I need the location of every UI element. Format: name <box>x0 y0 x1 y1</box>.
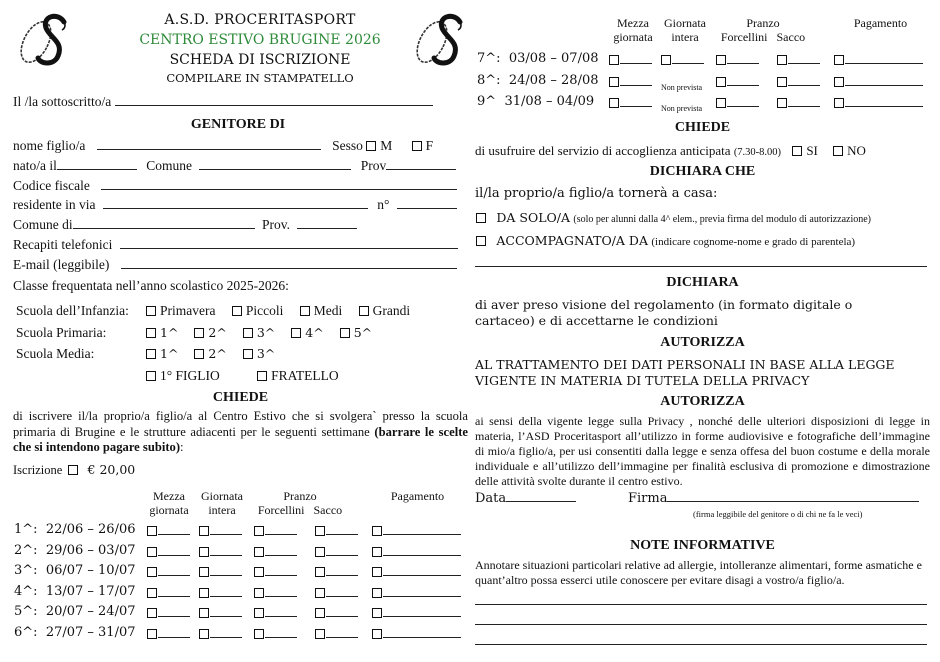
week-giornata-field[interactable] <box>210 545 242 556</box>
week-giornata-checkbox[interactable] <box>199 526 209 536</box>
week-giornata-checkbox[interactable] <box>199 588 209 598</box>
infanzia-primavera-checkbox[interactable] <box>146 306 156 316</box>
signer-field[interactable] <box>115 94 433 106</box>
week-mezza-field[interactable] <box>158 545 190 556</box>
week-cell-sacco <box>315 585 358 601</box>
residence-prov-field[interactable] <box>297 217 357 229</box>
week-number: 2^: <box>14 542 38 558</box>
week-cell-forcellini <box>254 564 297 580</box>
option-label: Grandi <box>372 303 411 318</box>
option-label: 3^ <box>256 325 276 340</box>
option-label: 5^ <box>353 325 373 340</box>
email-row <box>13 257 457 273</box>
note-line-2[interactable] <box>475 624 927 625</box>
option-label: 2^ <box>208 325 227 340</box>
signature-field[interactable] <box>667 490 919 502</box>
birth-comune-field[interactable] <box>199 158 351 170</box>
week-sacco-field[interactable] <box>326 545 358 556</box>
child-name-field[interactable] <box>97 138 321 150</box>
media-2-checkbox[interactable] <box>194 349 204 359</box>
week-giornata-field[interactable] <box>672 53 704 64</box>
week-forcellini-field[interactable] <box>727 53 759 64</box>
form-title: SCHEDA DI ISCRIZIONE <box>169 52 351 68</box>
week-mezza-checkbox[interactable] <box>147 629 157 639</box>
week-pagamento-checkbox[interactable] <box>372 567 382 577</box>
option-label: 2^ <box>208 346 227 361</box>
week-cell-mezza <box>147 585 190 601</box>
dichiara-text: di aver preso visione del regolamento (in formato digitale o cartaceo) e di accettarne le condizioni <box>475 297 853 328</box>
week-forcellini-checkbox[interactable] <box>254 588 264 598</box>
week-cell-mezza <box>147 523 190 539</box>
week-sacco-checkbox[interactable] <box>315 567 325 577</box>
week-cell-forcellini <box>716 95 759 111</box>
week-label <box>14 625 136 640</box>
week-number: 6^: <box>14 624 38 640</box>
week-cell-forcellini <box>254 626 297 642</box>
week-cell-sacco <box>777 95 820 111</box>
sex-f-label: F <box>425 138 434 153</box>
week-dates: 27/07 – 31/07 <box>45 624 136 640</box>
week-cell-forcellini <box>254 605 297 621</box>
week-cell-sacco <box>315 544 358 560</box>
week-giornata-field[interactable] <box>210 586 242 597</box>
not-available-note: Non prevista <box>661 104 703 113</box>
week-cell-pagamento <box>834 95 923 111</box>
autorizza-privacy-line1: AL TRATTAMENTO DEI DATI PERSONALI IN BASE ALLA LEGGE <box>475 357 895 372</box>
week-giornata-checkbox[interactable] <box>199 608 209 618</box>
week-cell-sacco <box>777 74 820 90</box>
week-pagamento-checkbox[interactable] <box>834 98 844 108</box>
week-dates: 13/07 – 17/07 <box>45 583 136 599</box>
option-label: 1° FIGLIO <box>160 368 220 383</box>
week-forcellini-field[interactable] <box>265 606 297 617</box>
fiscal-code-label: Codice fiscale <box>13 178 90 193</box>
week-mezza-field[interactable] <box>158 606 190 617</box>
sex-m-label: M <box>380 138 393 153</box>
address-row <box>13 197 457 213</box>
header-giornata-right: Giornata intera <box>664 16 706 44</box>
week-cell-giornata <box>199 564 242 580</box>
chiede-title-right: CHIEDE <box>674 120 731 135</box>
week-dates: 22/06 – 26/06 <box>45 522 136 537</box>
class-label: Classe frequentata nell’anno scolastico 2025-2026: <box>13 278 289 293</box>
week-cell-pagamento <box>372 523 461 539</box>
week-sacco-checkbox[interactable] <box>315 608 325 618</box>
primaria-label: Scuola Primaria: <box>16 325 107 340</box>
option-label: Piccoli <box>245 303 284 318</box>
week-forcellini-field[interactable] <box>265 545 297 556</box>
week-cell-giornata <box>199 626 242 642</box>
week-forcellini-field[interactable] <box>727 96 759 107</box>
week-mezza-checkbox[interactable] <box>147 608 157 618</box>
week-giornata-field[interactable] <box>210 524 242 535</box>
fiscal-code-field[interactable] <box>101 178 457 190</box>
week-cell-mezza <box>147 605 190 621</box>
week-mezza-checkbox[interactable] <box>147 526 157 536</box>
signer-label: Il /la sottoscritto/a <box>13 94 112 109</box>
week-mezza-checkbox[interactable] <box>609 98 619 108</box>
week-sacco-checkbox[interactable] <box>777 55 787 65</box>
week-forcellini-checkbox[interactable] <box>254 547 264 557</box>
primaria-options <box>146 325 372 340</box>
sibling-checkbox[interactable] <box>257 371 267 381</box>
signature-row <box>628 490 919 506</box>
media-1-checkbox[interactable] <box>146 349 156 359</box>
week-pagamento-field[interactable] <box>845 75 923 86</box>
note-title: NOTE INFORMATIVE <box>630 538 775 553</box>
da-solo-checkbox[interactable] <box>476 213 486 223</box>
infanzia-label: Scuola dell’Infanzia: <box>16 303 129 318</box>
week-giornata-field[interactable] <box>210 565 242 576</box>
accompagnato-label: ACCOMPAGNATO/A DA <box>496 233 648 248</box>
accompagnato-field[interactable] <box>475 266 927 267</box>
week-cell-mezza <box>609 95 652 111</box>
week-cell-forcellini <box>716 74 759 90</box>
week-pagamento-field[interactable] <box>383 565 461 576</box>
note-line-1[interactable] <box>475 604 927 605</box>
week-cell-sacco <box>315 523 358 539</box>
week-forcellini-checkbox[interactable] <box>716 55 726 65</box>
week-cell-giornata <box>661 99 702 115</box>
note-text: Annotare situazioni particolari relative ad allergie, intolleranze alimentari, forme asmatiche e quant’altro possa esserci utile conoscere per evitare disagi a vostro/a figlio/a. <box>475 558 922 587</box>
week-mezza-field[interactable] <box>158 565 190 576</box>
birth-prov-field[interactable] <box>386 158 456 170</box>
week-pagamento-field[interactable] <box>383 545 461 556</box>
signature-note: (firma leggibile del genitore o di chi ne fa le veci) <box>693 509 863 519</box>
week-label <box>14 543 136 558</box>
phone-row <box>13 237 458 253</box>
week-pagamento-checkbox[interactable] <box>372 526 382 536</box>
week-cell-forcellini <box>254 585 297 601</box>
week-number: 4^: <box>14 583 38 599</box>
week-cell-pagamento <box>372 605 461 621</box>
iscrizione-label: Iscrizione <box>13 463 63 477</box>
week-sacco-checkbox[interactable] <box>315 629 325 639</box>
week-pagamento-field[interactable] <box>383 586 461 597</box>
primaria-5-checkbox[interactable] <box>340 328 350 338</box>
week-pagamento-field[interactable] <box>845 53 923 64</box>
week-cell-pagamento <box>372 564 461 580</box>
option-label: Primavera <box>160 303 216 318</box>
residence-comune-field[interactable] <box>73 217 255 229</box>
accompagnato-checkbox[interactable] <box>476 236 486 246</box>
accoglienza-no-checkbox[interactable] <box>833 146 843 156</box>
week-forcellini-field[interactable] <box>265 627 297 638</box>
week-label <box>14 584 136 599</box>
week-pagamento-field[interactable] <box>383 606 461 617</box>
primaria-1-checkbox[interactable] <box>146 328 156 338</box>
address-label: residente in via <box>13 197 96 212</box>
week-sacco-checkbox[interactable] <box>777 77 787 87</box>
si-label: SI <box>806 143 818 158</box>
week-cell-forcellini <box>254 544 297 560</box>
chiede-title-left: CHIEDE <box>212 390 269 405</box>
week-number: 8^: <box>477 72 501 88</box>
infanzia-medi-checkbox[interactable] <box>300 306 310 316</box>
week-pagamento-checkbox[interactable] <box>834 77 844 87</box>
week-pagamento-checkbox[interactable] <box>372 588 382 598</box>
week-cell-mezza <box>609 74 652 90</box>
not-available-note: Non prevista <box>661 82 703 92</box>
week-cell-mezza <box>147 564 190 580</box>
week-cell-sacco <box>777 52 820 68</box>
week-cell-forcellini <box>254 523 297 539</box>
form-instruction: COMPILARE IN STAMPATELLO <box>166 71 354 85</box>
birth-date-field[interactable] <box>57 158 137 170</box>
week-pagamento-field[interactable] <box>845 96 923 107</box>
autorizza-image-title: AUTORIZZA <box>660 394 745 409</box>
week-cell-pagamento <box>834 74 923 90</box>
week-mezza-checkbox[interactable] <box>609 77 619 87</box>
week-cell-sacco <box>315 626 358 642</box>
note-line-3[interactable] <box>475 644 927 645</box>
option-label: 3^ <box>256 346 276 361</box>
email-label: E-mail (leggibile) <box>13 257 110 272</box>
media-3-checkbox[interactable] <box>243 349 253 359</box>
week-pagamento-checkbox[interactable] <box>372 547 382 557</box>
first-child-checkbox[interactable] <box>146 371 156 381</box>
option-label: 1^ <box>160 325 179 340</box>
iscrizione-checkbox[interactable] <box>68 465 78 475</box>
torna-text: il/la proprio/a figlio/a tornerà a casa: <box>475 186 718 201</box>
week-dates: 06/07 – 10/07 <box>45 563 136 578</box>
email-field[interactable] <box>121 257 457 269</box>
week-pagamento-checkbox[interactable] <box>372 608 382 618</box>
week-cell-mezza <box>147 544 190 560</box>
infanzia-grandi-checkbox[interactable] <box>359 306 369 316</box>
week-pagamento-field[interactable] <box>383 524 461 535</box>
week-cell-forcellini <box>716 52 759 68</box>
week-pagamento-field[interactable] <box>383 627 461 638</box>
week-giornata-field[interactable] <box>210 606 242 617</box>
week-dates: 31/08 – 04/09 <box>504 94 595 109</box>
birth-prov-label: Prov <box>360 158 387 173</box>
signature-label: Firma <box>628 491 668 506</box>
option-label: FRATELLO <box>271 368 339 383</box>
week-label <box>14 522 136 537</box>
no-label: NO <box>847 143 866 158</box>
da-solo-label: DA SOLO/A <box>496 210 570 225</box>
week-cell-sacco <box>315 605 358 621</box>
header-giornata: Giornata intera <box>201 489 243 517</box>
week-giornata-checkbox[interactable] <box>199 629 209 639</box>
week-sacco-field[interactable] <box>326 524 358 535</box>
week-sacco-field[interactable] <box>326 627 358 638</box>
phone-label: Recapiti telefonici <box>13 237 113 252</box>
option-label: Medi <box>313 303 343 318</box>
header-pagamento-right: Pagamento <box>853 16 908 30</box>
week-forcellini-field[interactable] <box>265 586 297 597</box>
iscrizione-row <box>13 462 135 478</box>
primaria-4-checkbox[interactable] <box>291 328 301 338</box>
week-number: 1^: <box>14 522 38 537</box>
week-pagamento-checkbox[interactable] <box>834 55 844 65</box>
media-options <box>146 346 275 361</box>
week-mezza-field[interactable] <box>620 96 652 107</box>
week-sacco-field[interactable] <box>788 53 820 64</box>
week-sacco-checkbox[interactable] <box>315 526 325 536</box>
week-cell-giornata <box>661 78 702 94</box>
option-label: 4^ <box>305 325 324 340</box>
header-pranzo: Pranzo Forcellini Sacco <box>257 489 343 517</box>
week-sacco-field[interactable] <box>788 96 820 107</box>
week-dates: 24/08 – 28/08 <box>508 72 599 88</box>
week-forcellini-checkbox[interactable] <box>254 526 264 536</box>
da-solo-note: (solo per alunni dalla 4^ elem., previa firma del modulo di autorizzazione) <box>573 214 872 225</box>
dichiara-title: DICHIARA <box>666 275 739 290</box>
week-label <box>477 73 599 88</box>
residence-comune-row <box>13 217 357 233</box>
week-cell-pagamento <box>372 544 461 560</box>
accoglienza-row <box>475 143 866 159</box>
week-cell-mezza <box>147 626 190 642</box>
option-label: 1^ <box>160 346 179 361</box>
header-pagamento: Pagamento <box>390 489 445 503</box>
week-cell-giornata <box>199 585 242 601</box>
week-giornata-checkbox[interactable] <box>199 567 209 577</box>
birth-date-label: nato/a il <box>13 158 57 173</box>
week-dates: 29/06 – 03/07 <box>45 542 136 558</box>
accoglienza-text: di usufruire del servizio di accoglienza anticipata <box>475 143 731 158</box>
sibling-options <box>146 368 339 384</box>
child-name-row <box>13 138 433 154</box>
week-sacco-checkbox[interactable] <box>315 588 325 598</box>
header-mezza-right: Mezza giornata <box>613 16 653 44</box>
proceritasport-logo-icon <box>12 10 72 68</box>
date-field[interactable] <box>506 490 576 502</box>
week-mezza-field[interactable] <box>620 53 652 64</box>
week-cell-giornata <box>661 52 704 68</box>
week-sacco-field[interactable] <box>326 565 358 576</box>
week-label <box>477 51 599 66</box>
week-giornata-checkbox[interactable] <box>661 55 671 65</box>
residence-prov-label: Prov. <box>262 217 291 232</box>
phone-field[interactable] <box>120 237 458 249</box>
week-forcellini-checkbox[interactable] <box>716 77 726 87</box>
accompagnato-row <box>476 233 855 249</box>
dichiara-che-title: DICHIARA CHE <box>649 164 756 179</box>
org-name: A.S.D. PROCERITASPORT <box>164 12 356 28</box>
sex-m-checkbox[interactable] <box>366 141 376 151</box>
birth-comune-label: Comune <box>146 158 192 173</box>
iscrizione-amount: € 20,00 <box>87 462 136 477</box>
infanzia-options <box>146 303 410 319</box>
week-dates: 20/07 – 24/07 <box>45 604 136 619</box>
week-forcellini-checkbox[interactable] <box>716 98 726 108</box>
autorizza-privacy-line2: VIGENTE IN MATERIA DI TUTELA DELLA PRIVACY <box>475 373 810 388</box>
week-pagamento-checkbox[interactable] <box>372 629 382 639</box>
header-pranzo-right: Pranzo Forcellini Sacco <box>720 16 806 44</box>
week-number: 7^: <box>477 51 501 66</box>
week-mezza-field[interactable] <box>620 75 652 86</box>
header-mezza: Mezza giornata <box>149 489 189 517</box>
date-label: Data <box>475 491 507 506</box>
week-mezza-checkbox[interactable] <box>609 55 619 65</box>
week-sacco-field[interactable] <box>326 606 358 617</box>
week-cell-pagamento <box>834 52 923 68</box>
week-cell-mezza <box>609 52 652 68</box>
week-giornata-field[interactable] <box>210 627 242 638</box>
week-cell-pagamento <box>372 626 461 642</box>
address-field[interactable] <box>103 197 368 209</box>
week-cell-sacco <box>315 564 358 580</box>
week-cell-giornata <box>199 544 242 560</box>
week-mezza-checkbox[interactable] <box>147 547 157 557</box>
genitore-title: GENITORE DI <box>190 117 286 132</box>
da-solo-row <box>476 210 871 226</box>
week-forcellini-checkbox[interactable] <box>254 567 264 577</box>
sex-f-checkbox[interactable] <box>412 141 422 151</box>
week-sacco-field[interactable] <box>326 586 358 597</box>
week-mezza-field[interactable] <box>158 627 190 638</box>
birth-row <box>13 158 456 174</box>
media-label: Scuola Media: <box>16 346 95 361</box>
week-sacco-checkbox[interactable] <box>777 98 787 108</box>
week-mezza-field[interactable] <box>158 586 190 597</box>
primaria-2-checkbox[interactable] <box>194 328 204 338</box>
week-label <box>14 604 136 619</box>
accoglienza-si-checkbox[interactable] <box>792 146 802 156</box>
chiede-text: di iscrivere il/la proprio/a figlio/a al Centro Estivo che si svolgera` presso la scuola primaria di Brugine e le strutture adiacenti per le seguenti settimane <box>13 409 468 439</box>
primaria-3-checkbox[interactable] <box>243 328 253 338</box>
child-name-label: nome figlio/a <box>13 138 86 153</box>
week-forcellini-checkbox[interactable] <box>254 629 264 639</box>
week-cell-giornata <box>199 523 242 539</box>
week-forcellini-checkbox[interactable] <box>254 608 264 618</box>
week-number: 9^ <box>477 94 497 109</box>
week-mezza-checkbox[interactable] <box>147 588 157 598</box>
week-mezza-checkbox[interactable] <box>147 567 157 577</box>
week-cell-pagamento <box>372 585 461 601</box>
week-dates: 03/08 – 07/08 <box>508 51 599 66</box>
week-number: 3^: <box>14 563 38 578</box>
house-number-field[interactable] <box>397 197 457 209</box>
week-label <box>477 94 594 109</box>
date-row <box>475 490 576 506</box>
week-giornata-checkbox[interactable] <box>199 547 209 557</box>
week-sacco-checkbox[interactable] <box>315 547 325 557</box>
chiede-paragraph <box>13 409 468 456</box>
week-forcellini-field[interactable] <box>265 565 297 576</box>
autorizza-image-text: ai sensi della vigente legge sulla Privacy , nonché delle ulteriori disposizioni di legge in materia, l’ASD Proceritasport all’utilizzo in forme audiovisive e fotografiche dell’immagine di mio/a figlio/a, per usi consentiti dalla legge e senza offesa del buon costume e della morale individuale e all’utilizzo dell’immagine per finalità esclusiva di promozione e dimostrazione delle attività svolte durante il centro estivo. <box>475 414 930 488</box>
week-mezza-field[interactable] <box>158 524 190 535</box>
week-sacco-field[interactable] <box>788 75 820 86</box>
week-cell-giornata <box>199 605 242 621</box>
sex-label: Sesso <box>332 138 363 153</box>
week-label <box>14 563 136 578</box>
signer-row <box>13 94 433 110</box>
autorizza-privacy-title: AUTORIZZA <box>660 335 745 350</box>
accoglienza-time: (7.30-8.00) <box>733 147 782 158</box>
week-number: 5^: <box>14 604 38 619</box>
house-number-label: n° <box>377 197 390 212</box>
residence-comune-label: Comune di <box>13 217 73 232</box>
chiede-end: : <box>180 440 184 454</box>
fiscal-code-row <box>13 178 457 194</box>
accompagnato-note: (indicare cognome-nome e grado di parentela) <box>651 236 856 248</box>
infanzia-piccoli-checkbox[interactable] <box>232 306 242 316</box>
chiede-bold-text: (barrare le scelte che si intendono pagare subito) <box>13 424 469 454</box>
event-name: CENTRO ESTIVO BRUGINE 2026 <box>139 32 381 48</box>
week-forcellini-field[interactable] <box>727 75 759 86</box>
week-forcellini-field[interactable] <box>265 524 297 535</box>
